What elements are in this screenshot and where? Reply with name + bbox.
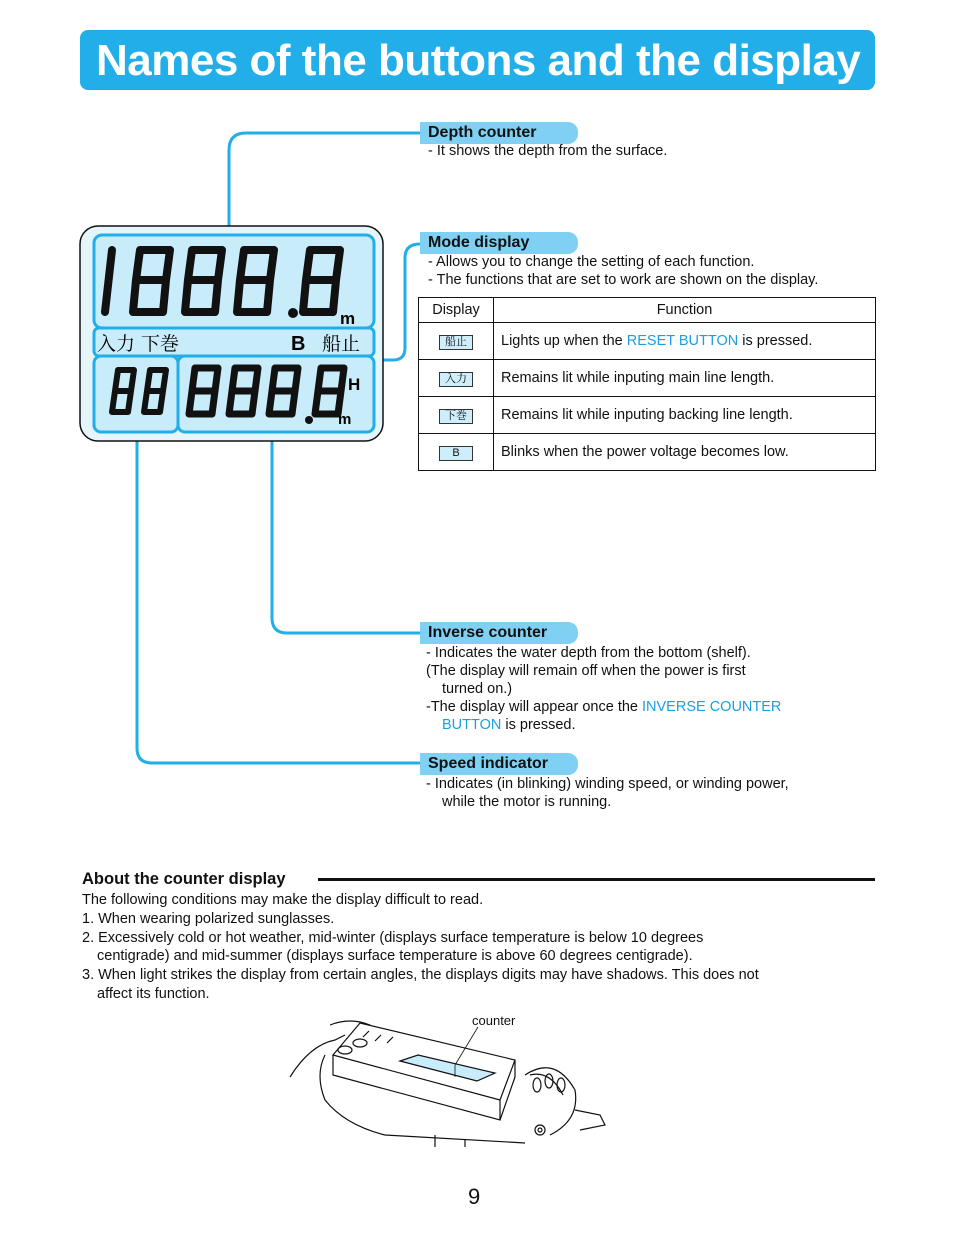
mode-reset: 船止	[322, 333, 361, 355]
inverse-callout-line	[272, 432, 420, 633]
mode-b: B	[291, 333, 306, 355]
illustration-caption: counter	[472, 1013, 516, 1028]
unit-m-top: m	[340, 309, 356, 328]
speed-indicator-desc	[426, 775, 789, 811]
speed-desc-line: while the motor is running.	[442, 794, 612, 810]
unit-h: H	[348, 375, 361, 394]
row-text: is pressed.	[738, 333, 813, 349]
speed-indicator-label: Speed indicator	[420, 753, 578, 775]
section-rule	[318, 878, 875, 881]
reel-illustration	[285, 1015, 615, 1150]
page-number: 9	[468, 1184, 481, 1209]
table-row	[419, 397, 876, 434]
about-item: 2. Excessively cold or hot weather, mid-winter (displays surface temperature is below 10 degrees	[82, 929, 704, 946]
row-text: Lights up when the	[501, 333, 627, 349]
mode-desc-line: - Allows you to change the setting of each function.	[428, 254, 755, 270]
reset-button-ref: RESET BUTTON	[626, 333, 739, 349]
table-header-row	[419, 298, 876, 323]
inverse-desc-line: turned on.)	[442, 681, 513, 697]
inverse-desc-text: -The display will appear once the	[426, 699, 643, 715]
speed-desc-line: - Indicates (in blinking) winding speed, or winding power,	[426, 776, 789, 792]
backing-mode-icon: 下巻	[439, 409, 473, 424]
inverse-counter-desc	[426, 644, 781, 734]
inverse-counter-button-ref: BUTTON	[442, 717, 502, 733]
depth-counter-label: Depth counter	[420, 122, 578, 144]
battery-mode-icon: B	[439, 446, 473, 461]
depth-counter-desc: - It shows the depth from the surface.	[428, 143, 668, 159]
about-item-cont: centigrade) and mid-summer (displays surface temperature is above 60 degrees centigrade).	[97, 948, 693, 965]
reset-mode-icon: 船止	[439, 335, 473, 350]
about-item-cont: affect its function.	[97, 985, 210, 1002]
mode-display-desc	[428, 253, 818, 289]
about-intro: The following conditions may make the display difficult to read.	[82, 892, 484, 908]
mode-display-label: Mode display	[420, 232, 578, 254]
mode-input-backing: 入力 下巻	[97, 333, 180, 355]
inverse-desc-line: - Indicates the water depth from the bottom (shelf).	[426, 645, 751, 661]
inverse-counter-label: Inverse counter	[420, 622, 578, 644]
about-item: 3. When light strikes the display from certain angles, the displays digits may have shadows. This does not	[82, 967, 759, 984]
function-table	[418, 297, 876, 471]
inverse-desc-line	[426, 716, 781, 734]
inverse-desc-text: is pressed.	[501, 717, 576, 733]
mode-desc-line: - The functions that are set to work are shown on the display.	[428, 272, 819, 288]
table-row	[419, 434, 876, 471]
inverse-desc-line	[426, 698, 781, 716]
page-title: Names of the buttons and the display	[96, 36, 861, 85]
table-row	[419, 360, 876, 397]
about-item: 1. When wearing polarized sunglasses.	[82, 910, 335, 927]
row-text: Blinks when the power voltage becomes low.	[494, 434, 876, 471]
inverse-desc-line: (The display will remain off when the power is first	[426, 663, 746, 679]
about-body	[82, 891, 872, 1004]
depth-callout-line	[229, 133, 420, 236]
unit-m-bottom: m	[338, 411, 352, 428]
about-heading: About the counter display	[82, 870, 286, 888]
table-row	[419, 323, 876, 360]
input-mode-icon: 入力	[439, 372, 473, 387]
speed-callout-line	[137, 432, 420, 763]
header-display: Display	[419, 298, 494, 323]
header-function: Function	[494, 298, 876, 323]
inverse-counter-button-ref: INVERSE COUNTER	[642, 699, 782, 715]
row-text: Remains lit while inputing backing line length.	[494, 397, 876, 434]
row-text: Remains lit while inputing main line length.	[494, 360, 876, 397]
